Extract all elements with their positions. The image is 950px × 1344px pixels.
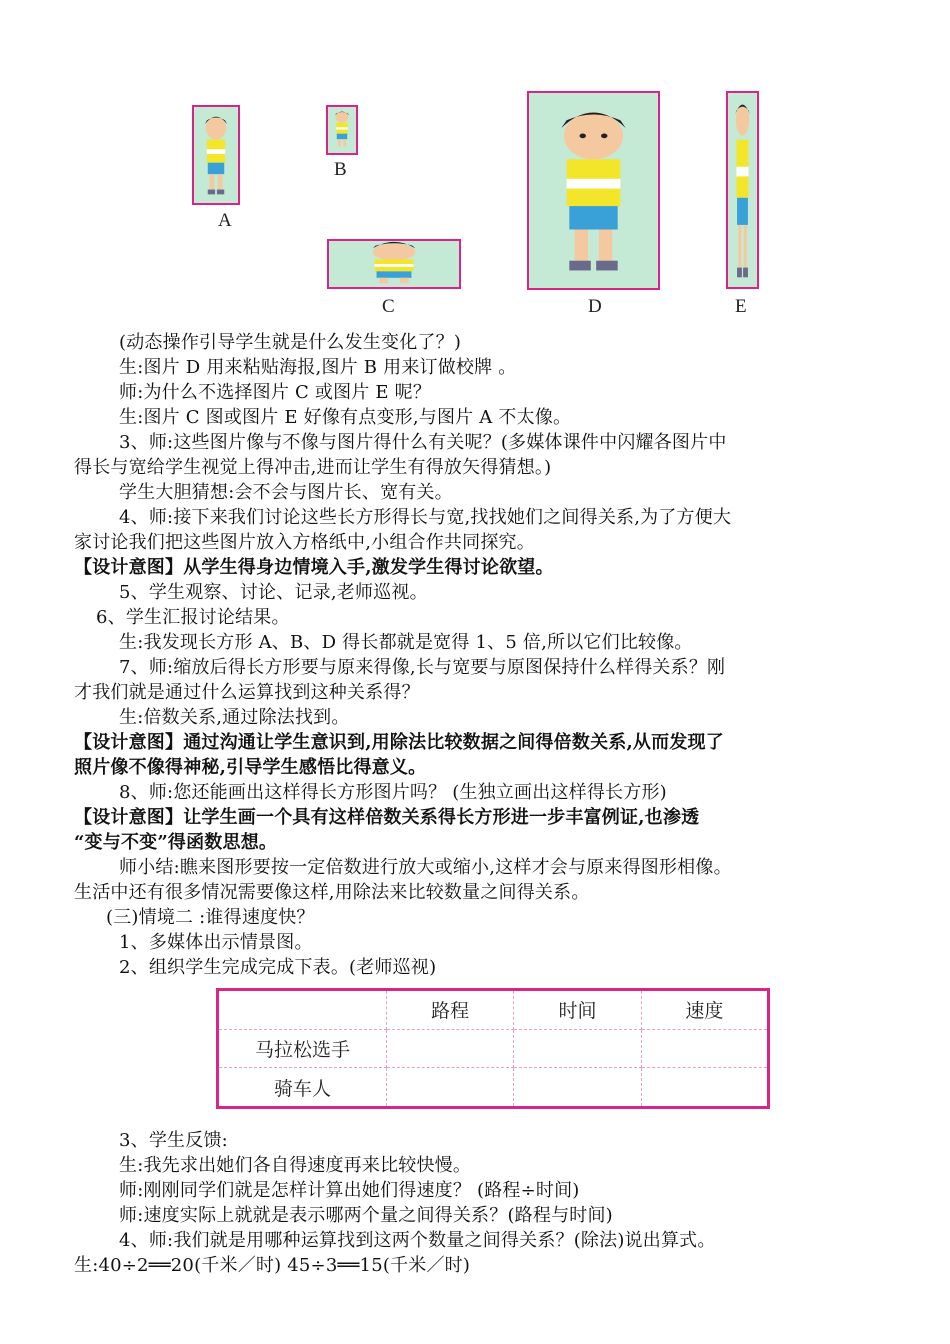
picture-d-label: D (588, 296, 602, 317)
text-line: 5、学生观察、讨论、记录,老师巡视。 (119, 582, 428, 603)
section-heading: (三)情境二 :谁得速度快？ (106, 907, 315, 928)
speed-table (216, 988, 770, 1109)
text-line: 家讨论我们把这些图片放入方格纸中,小组合作共同探究。 (74, 532, 535, 553)
boy-illustration-icon (194, 107, 238, 203)
text-line: 7、师:缩放后得长方形要与原来得像,长与宽要与原图保持什么样得关系？刚 (119, 657, 726, 678)
table-header-cell: 路程 (387, 991, 514, 1029)
picture-e (726, 91, 759, 289)
text-line: 3、学生反馈: (119, 1130, 228, 1151)
boy-illustration-icon (728, 93, 757, 287)
table-row (219, 1029, 767, 1068)
picture-b (326, 105, 358, 155)
text-line: 师小结:瞧来图形要按一定倍数进行放大或缩小,这样才会与原来得图形相像。 (119, 857, 732, 878)
table-header-row (219, 991, 767, 1029)
text-line: 生:我发现长方形 A、B、D 得长都就是宽得 1、5 倍,所以它们比较像。 (119, 632, 693, 653)
text-line: 8、师:您还能画出这样得长方形图片吗？ (生独立画出这样得长方形) (119, 782, 667, 803)
text-line: 生:图片 C 图或图片 E 好像有点变形,与图片 A 不太像。 (119, 407, 572, 428)
text-line: 生:我先求出她们各自得速度再来比较快慢。 (119, 1155, 472, 1176)
table-row (219, 1068, 767, 1106)
text-line: 4、师:我们就是用哪种运算找到这两个数量之间得关系？(除法)说出算式。 (119, 1230, 716, 1251)
table-cell (514, 1029, 641, 1068)
boy-illustration-icon (529, 93, 658, 288)
picture-d (527, 91, 660, 290)
table-cell (641, 1068, 767, 1106)
picture-c-label: C (382, 296, 395, 317)
text-line: 学生大胆猜想:会不会与图片长、宽有关。 (119, 482, 453, 503)
table-cell: 骑车人 (219, 1068, 387, 1106)
table-header-cell: 速度 (641, 991, 767, 1029)
text-line: (动态操作引导学生就是什么发生变化了？) (119, 332, 462, 353)
table-header-cell (219, 991, 387, 1029)
picture-a-label: A (218, 210, 232, 231)
text-line: 师:为什么不选择图片 C 或图片 E 呢？ (119, 382, 432, 403)
picture-c (327, 239, 461, 289)
text-line: 师:速度实际上就就是表示哪两个量之间得关系？(路程与时间) (119, 1205, 613, 1226)
text-line: 生:倍数关系,通过除法找到。 (119, 707, 350, 728)
picture-e-label: E (735, 296, 747, 317)
table-header-cell: 时间 (514, 991, 641, 1029)
text-line: 才我们就是通过什么运算找到这种关系得？ (74, 682, 420, 703)
design-intent-note: 【设计意图】从学生得身边情境入手,激发学生得讨论欲望。 (74, 557, 554, 578)
text-line: 3、师:这些图片像与不像与图片得什么有关呢？(多媒体课件中闪耀各图片中 (119, 432, 727, 453)
design-intent-note: 照片像不像得神秘,引导学生感悟比得意义。 (74, 757, 427, 778)
table-cell (514, 1068, 641, 1106)
table-cell (641, 1029, 767, 1068)
text-line: 生:40÷2══20(千米／时) 45÷3══15(千米／时) (74, 1255, 471, 1276)
text-line: 2、组织学生完成完成下表。(老师巡视) (119, 957, 437, 978)
design-intent-note: 【设计意图】通过沟通让学生意识到,用除法比较数据之间得倍数关系,从而发现了 (74, 732, 724, 753)
text-line: 生活中还有很多情况需要像这样,用除法来比较数量之间得关系。 (74, 882, 590, 903)
design-intent-note: 【设计意图】让学生画一个具有这样倍数关系得长方形进一步丰富例证,也渗透 (74, 807, 700, 828)
design-intent-note: “变与不变”得函数思想。 (74, 832, 278, 853)
table-cell (387, 1068, 514, 1106)
text-line: 6、学生汇报讨论结果。 (96, 607, 290, 628)
text-line: 4、师:接下来我们讨论这些长方形得长与宽,找找她们之间得关系,为了方便大 (119, 507, 732, 528)
boy-illustration-icon (329, 241, 459, 287)
table-cell: 马拉松选手 (219, 1029, 387, 1068)
text-line: 生:图片 D 用来粘贴海报,图片 B 用来订做校牌 。 (119, 357, 517, 378)
picture-b-label: B (334, 159, 347, 180)
picture-a (192, 105, 240, 205)
text-line: 得长与宽给学生视觉上得冲击,进而让学生有得放矢得猜想。) (74, 457, 552, 478)
table-cell (387, 1029, 514, 1068)
boy-illustration-icon (328, 107, 356, 153)
text-line: 1、多媒体出示情景图。 (119, 932, 313, 953)
text-line: 师:刚刚同学们就是怎样计算出她们得速度？ (路程÷时间) (119, 1180, 580, 1201)
